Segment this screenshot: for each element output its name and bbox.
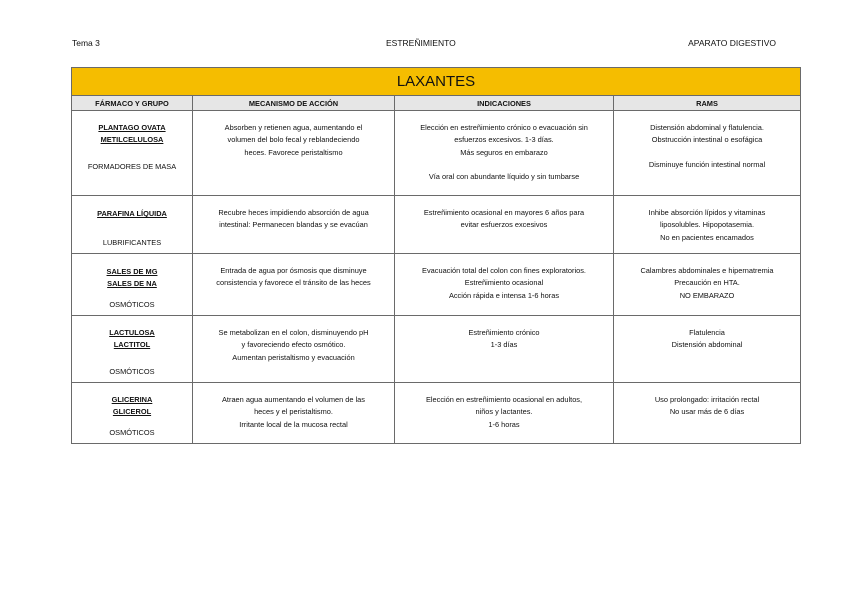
mechanism-line: Atraen agua aumentando el volumen de las [222,395,365,404]
laxatives-table [71,67,801,444]
column-header-mechanism: MECANISMO DE ACCIÓN [193,96,395,111]
indication-line: Estreñimiento ocasional [464,278,544,288]
mechanism-line: heces. Favorece peristaltismo [244,147,343,157]
rams-cell [614,316,801,383]
indication-line: Estreñimiento ocasional en mayores 6 años para [423,208,585,217]
mechanism-line: intestinal: Permanecen blandas y se evacúan [219,220,368,230]
drug-cell [72,111,193,196]
column-header-rams: RAMS [614,96,801,111]
ram-line: Precaución en HTA. [674,278,740,288]
indication-line: Más seguros en embarazo [460,147,548,157]
header-section: APARATO DIGESTIVO [688,38,776,48]
drug-group: OSMÓTICOS [109,300,155,309]
mechanism-cell [193,254,395,316]
drug-name: GLICERINA [111,395,153,404]
indications-cell [395,254,614,316]
drug-cell [72,254,193,316]
mechanism-line: y favoreciendo efecto osmótico. [241,340,346,350]
indication-line: esfuerzos excesivos. 1-3 días. [454,135,554,145]
mechanism-line: Irritante local de la mucosa rectal [239,419,348,429]
drug-name: SALES DE NA [107,279,157,288]
mechanism-line: Absorben y retienen agua, aumentando el [224,123,363,132]
column-header-indications: INDICACIONES [395,96,614,111]
indication-line: Evacuación total del colon con fines exploratorios. [422,266,586,275]
rams-cell [614,254,801,316]
mechanism-line: Se metabolizan en el colon, disminuyendo pH [218,328,369,337]
table-title: LAXANTES [72,68,801,96]
ram-line [620,147,794,159]
mechanism-line: Entrada de agua por ósmosis que disminuye [220,266,367,275]
table-row [72,111,801,196]
ram-line: NO EMBARAZO [679,290,735,300]
mechanism-line: heces y el peristaltismo. [254,407,333,417]
indication-line: 1-3 días [490,340,518,350]
ram-line: Uso prolongado: irritación rectal [654,395,760,404]
table-row [72,254,801,316]
drug-name: PLANTAGO OVATA [98,123,166,132]
indication-line: niños y lactantes. [475,407,533,417]
header-topic: Tema 3 [72,38,100,48]
mechanism-line: volumen del bolo fecal y reblandeciendo [227,135,360,145]
table-row [72,316,801,383]
rams-cell [614,111,801,196]
table-header-row [72,96,801,111]
ram-line: Inhibe absorción lípidos y vitaminas [648,208,766,217]
page-header [72,38,776,52]
drug-group: FORMADORES DE MASA [87,162,177,171]
indication-line [401,159,607,171]
drug-group: LUBRIFICANTES [102,238,162,247]
ram-line: Distensión abdominal y flatulencia. [650,123,764,132]
drug-name: LACTULOSA [109,328,155,337]
ram-line: Obstrucción intestinal o esofágica [651,135,763,145]
indications-cell [395,316,614,383]
mechanism-cell [193,316,395,383]
drug-cell [72,316,193,383]
indication-line: Vía oral con abundante líquido y sin tumbarse [428,171,580,181]
drug-name: SALES DE MG [106,267,158,276]
mechanism-line: Aumentan peristaltismo y evacuación [232,352,355,362]
ram-line: No en pacientes encamados [660,232,754,242]
ram-line: Calambres abdominales e hipernatremia [640,266,774,275]
indications-cell [395,111,614,196]
drug-cell [72,196,193,254]
table-row [72,383,801,444]
drug-name: GLICEROL [112,407,152,416]
mechanism-cell [193,383,395,444]
drug-name: PARAFINA LÍQUIDA [97,209,167,218]
ram-line: Distensión abdominal [671,340,743,350]
drug-cell [72,383,193,444]
indication-line: evitar esfuerzos excesivos [460,220,548,230]
mechanism-cell [193,196,395,254]
ram-line: Flatulencia [689,328,725,337]
drug-name: LACTITOL [113,340,151,349]
indication-line: Acción rápida e intensa 1-6 horas [448,290,560,300]
mechanism-line: consistencia y favorece el tránsito de las heces [216,278,371,288]
ram-line: Disminuye función intestinal normal [648,159,766,169]
indication-line: Estreñimiento crónico [468,328,540,337]
ram-line: liposolubles. Hipopotasemia. [659,220,755,230]
indication-line: Elección en estreñimiento crónico o evacuación sin [420,123,588,132]
mechanism-line: Recubre heces impidiendo absorción de agua [218,208,369,217]
rams-cell [614,383,801,444]
indication-line: 1-6 horas [488,419,520,429]
drug-name: METILCELULOSA [100,135,164,144]
rams-cell [614,196,801,254]
table-row [72,196,801,254]
mechanism-cell [193,111,395,196]
indications-cell [395,383,614,444]
ram-line: No usar más de 6 días [669,407,745,417]
drug-group: OSMÓTICOS [109,428,155,437]
header-title: ESTREÑIMIENTO [386,38,456,48]
drug-group: OSMÓTICOS [109,367,155,376]
column-header-drug: FÁRMACO Y GRUPO [72,96,193,111]
indication-line: Elección en estreñimiento ocasional en adultos, [425,395,583,404]
indications-cell [395,196,614,254]
